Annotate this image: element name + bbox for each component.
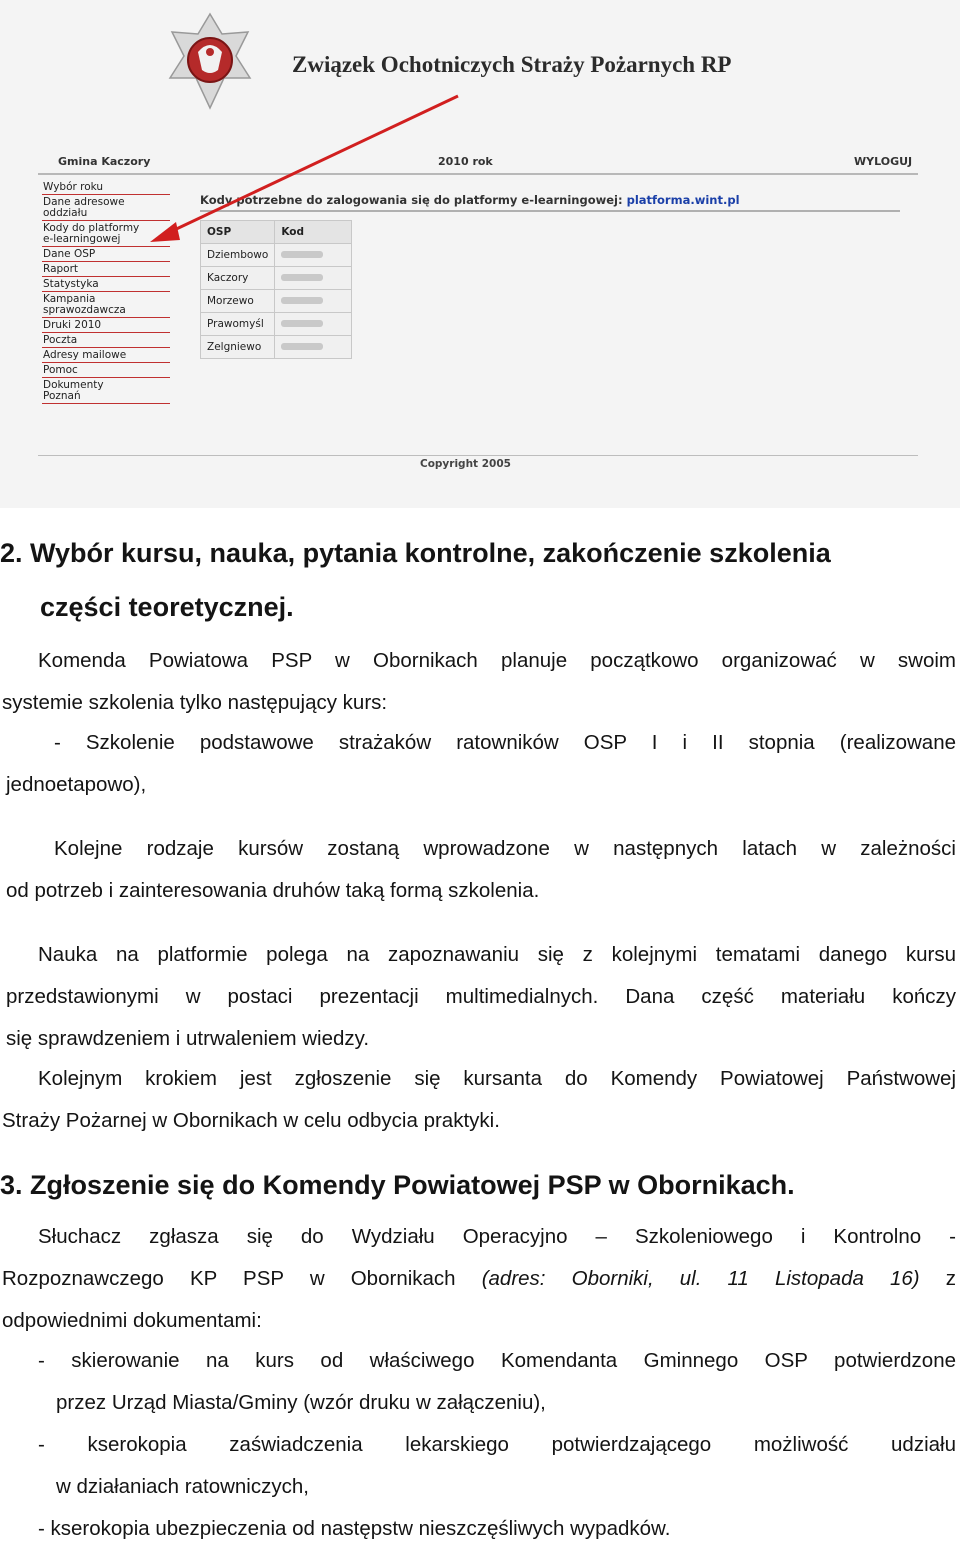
paragraph: Słuchacz zgłasza się do Wydziału Operacyjno – Szkoleniowego i Kontrolno - <box>38 1225 956 1248</box>
section2-heading-cont: części teoretycznej. <box>40 592 294 622</box>
menu-item[interactable]: Dokumenty Poznań <box>42 378 170 404</box>
menu-item[interactable]: Raport <box>42 262 170 277</box>
menu-item[interactable]: Dane adresowe oddziału <box>42 195 170 221</box>
osp-name: Prawomyśl <box>201 313 275 336</box>
paragraph: się sprawdzeniem i utrwaleniem wiedzy. <box>6 1027 370 1050</box>
osp-name: Zelgniewo <box>201 336 275 359</box>
menu-item[interactable]: Poczta <box>42 333 170 348</box>
course-item: - Szkolenie podstawowe strażaków ratowników OSP I i II stopnia (realizowane <box>54 731 956 754</box>
year-label: 2010 rok <box>438 155 493 168</box>
menu-item[interactable]: Dane OSP <box>42 247 170 262</box>
paragraph: Kolejnym krokiem jest zgłoszenie się kursanta do Komendy Powiatowej Państwowej <box>38 1067 956 1090</box>
paragraph: Straży Pożarnej w Obornikach w celu odbycia praktyki. <box>2 1109 500 1132</box>
menu-item[interactable]: Kampania sprawozdawcza <box>42 292 170 318</box>
embedded-screenshot <box>0 0 960 508</box>
paragraph: przedstawionymi w postaci prezentacji multimedialnych. Dana część materiału kończy <box>6 985 956 1008</box>
menu-item[interactable]: Druki 2010 <box>42 318 170 333</box>
paragraph: Komenda Powiatowa PSP w Obornikach planuje początkowo organizować w swoim <box>38 649 956 672</box>
paragraph: systemie szkolenia tylko następujący kurs: <box>2 691 388 714</box>
document-item-cont: w działaniach ratowniczych, <box>56 1475 309 1498</box>
paragraph: Nauka na platformie polega na zapoznawaniu się z kolejnymi tematami danego kursu <box>38 943 956 966</box>
menu-item[interactable]: Statystyka <box>42 277 170 292</box>
paragraph: odpowiednimi dokumentami: <box>2 1309 262 1332</box>
text-span: Rozpoznawczego KP PSP w Obornikach <box>2 1267 482 1290</box>
paragraph: Kolejne rodzaje kursów zostaną wprowadzone w następnych latach w zależności <box>54 837 956 860</box>
column-header: Kod <box>275 221 352 244</box>
paragraph: od potrzeb i zainteresowania druhów taką formą szkolenia. <box>6 879 540 902</box>
document-item: - kserokopia ubezpieczenia od następstw nieszczęśliwych wypadków. <box>38 1517 671 1540</box>
menu-item[interactable]: Wybór roku <box>42 180 170 195</box>
section3-heading: 3. Zgłoszenie się do Komendy Powiatowej PSP w Obornikach. <box>0 1170 795 1200</box>
osp-name: Dziembowo <box>201 244 275 267</box>
red-arrow-icon <box>0 0 960 508</box>
menu-item[interactable]: Kody do platformy e-learningowej <box>42 221 170 247</box>
platform-link[interactable]: platforma.wint.pl <box>626 193 740 207</box>
address: (adres: Oborniki, ul. 11 Listopada 16) <box>481 1267 920 1290</box>
course-item-cont: jednoetapowo), <box>6 773 147 796</box>
menu-item[interactable]: Pomoc <box>42 363 170 378</box>
copyright: Copyright 2005 <box>420 458 511 470</box>
text-span: z <box>919 1267 956 1290</box>
osp-name: Kaczory <box>201 267 275 290</box>
org-title: Związek Ochotniczych Straży Pożarnych RP <box>292 52 732 77</box>
paragraph-address-line <box>2 1258 956 1300</box>
column-header: OSP <box>201 221 275 244</box>
logout-link[interactable]: WYLOGUJ <box>854 155 913 168</box>
section2-heading: 2. Wybór kursu, nauka, pytania kontrolne, zakończenie szkolenia <box>0 538 831 568</box>
document-item: - kserokopia zaświadczenia lekarskiego potwierdzającego możliwość udziału <box>38 1433 956 1456</box>
document-item: - skierowanie na kurs od właściwego Komendanta Gminnego OSP potwierdzone <box>38 1349 956 1372</box>
codes-heading-text: Kody potrzebne do zalogowania się do platformy e-learningowej: <box>200 193 623 207</box>
document-item-cont: przez Urząd Miasta/Gminy (wzór druku w załączeniu), <box>56 1391 546 1414</box>
osp-name: Morzewo <box>201 290 275 313</box>
gmina-label: Gmina Kaczory <box>58 155 151 168</box>
menu-item[interactable]: Adresy mailowe <box>42 348 170 363</box>
